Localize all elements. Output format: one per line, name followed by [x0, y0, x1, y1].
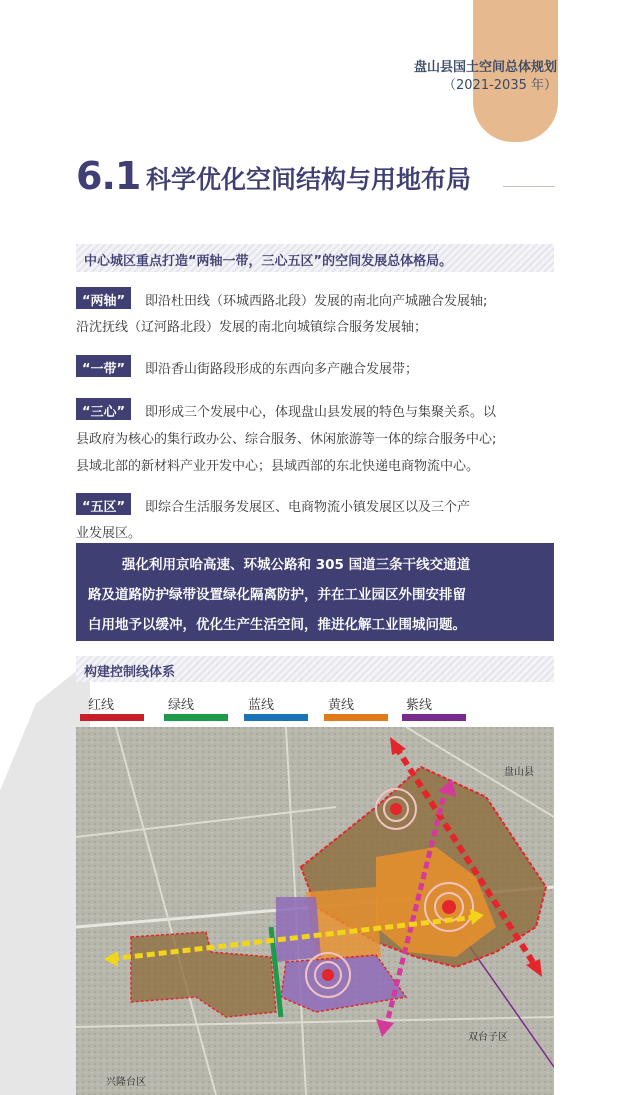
document-title: 盘山县国土空间总体规划 [413, 60, 557, 75]
legend-label: 蓝线 [248, 698, 275, 713]
section-number: 6.1 [76, 154, 141, 198]
legend-swatch-blue [244, 714, 308, 721]
legend-label: 绿线 [168, 698, 195, 713]
tag-five-zones: “五区” [76, 493, 131, 515]
summary-text: 中心城区重点打造“两轴一带，三心五区”的空间发展总体格局。 [84, 254, 453, 269]
centers-line-1: 即形成三个发展中心，体现盘山县发展的特色与集聚关系。以 [145, 405, 497, 420]
centers-line-2: 县政府为核心的集行政办公、综合服务、休闲旅游等一体的综合服务中心; [76, 432, 497, 447]
highlight-line-2: 路及道路防护绿带设置绿化隔离防护，并在工业园区外围安排留 [88, 587, 466, 603]
zones-line-1: 即综合生活服务发展区、电商物流小镇发展区以及三个产 [145, 500, 471, 515]
tag-three-centers: “三心” [76, 398, 131, 420]
planning-map [76, 727, 554, 1095]
zones-line-2: 业发展区。 [76, 526, 142, 541]
map-label-shuangtaizi: 双台子区 [468, 1032, 508, 1043]
legend-swatch-green [164, 714, 228, 721]
control-lines-banner [76, 656, 554, 682]
axis-line-1: 即沿杜田线（环城西路北段）发展的南北向产城融合发展轴; [145, 294, 488, 309]
legend-label: 紫线 [406, 698, 433, 713]
legend-swatch-purple [402, 714, 466, 721]
belt-line-1: 即沿香山街路段形成的东西向多产融合发展带； [145, 362, 419, 377]
control-lines-title: 构建控制线体系 [84, 665, 176, 680]
summary-banner [76, 244, 554, 272]
planning-map-graphic [76, 727, 554, 1095]
legend-label: 红线 [88, 698, 115, 713]
section-title: 科学优化空间结构与用地布局 [146, 165, 472, 194]
document-period: （2021-2035 年） [443, 78, 557, 93]
legend-swatch-yellow [324, 714, 388, 721]
highlight-line-1: 强化利用京哈高速、环城公路和 305 国道三条干线交通道 [122, 557, 471, 573]
section-rule [503, 186, 555, 187]
legend-swatch-red [80, 714, 144, 721]
highlight-box [76, 543, 554, 641]
tag-two-axes: “两轴” [76, 287, 131, 309]
tag-one-belt: “一带” [76, 355, 131, 377]
centers-line-3: 县域北部的新材料产业开发中心；县域西部的东北快递电商物流中心。 [76, 459, 480, 474]
map-label-xinglongtai: 兴隆台区 [106, 1077, 146, 1088]
legend-label: 黄线 [328, 698, 355, 713]
highlight-line-3: 白用地予以缓冲，优化生产生活空间，推进化解工业围城问题。 [88, 617, 466, 633]
map-label-panshan: 盘山县 [504, 767, 534, 778]
axis-line-2: 沿沈抚线（辽河路北段）发展的南北向城镇综合服务发展轴； [76, 320, 428, 335]
